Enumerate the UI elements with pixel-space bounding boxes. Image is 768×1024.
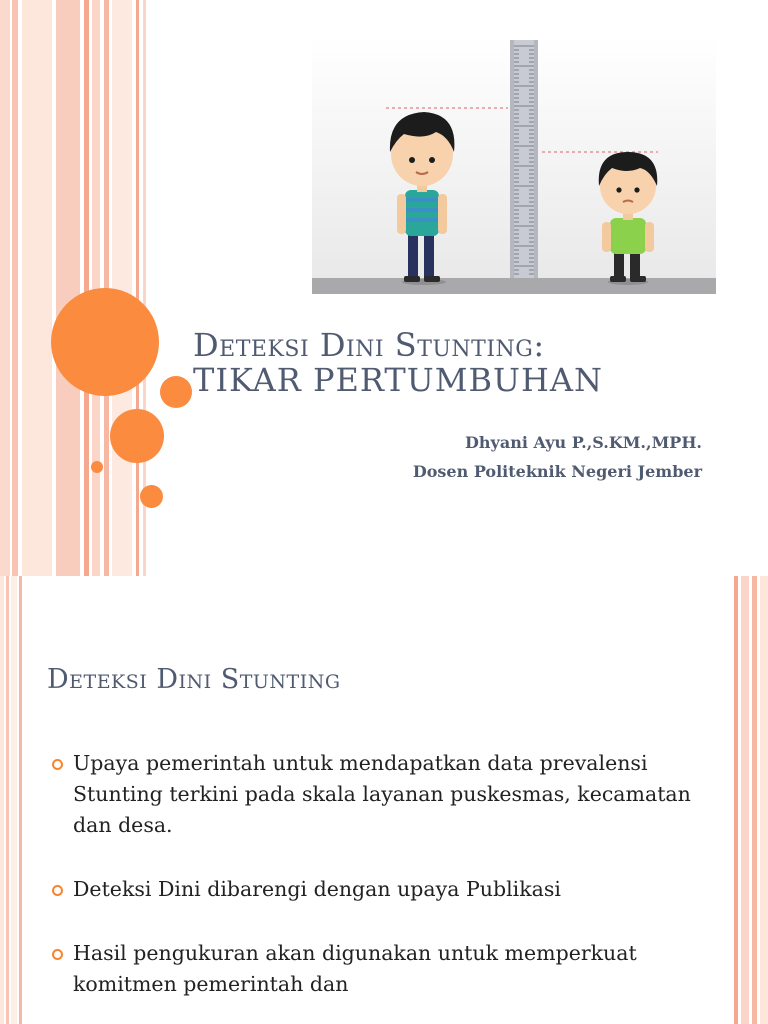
bullet-text: Deteksi Dini dibarengi dengan upaya Publikasi (73, 877, 561, 901)
circle-bullet-icon (52, 885, 63, 896)
content-slide (0, 576, 768, 1024)
presentation-title (193, 328, 603, 398)
list-item (52, 874, 692, 905)
circle-bullet-icon (52, 759, 63, 770)
circle-bullet-icon (52, 949, 63, 960)
children-height-measurement-icon (312, 36, 716, 294)
decor-circle-small-2 (140, 485, 163, 508)
author-affiliation: Dosen Politeknik Negeri Jember (412, 462, 702, 481)
decorative-stripes-left (0, 576, 24, 1024)
title-line-1: Deteksi Dini Stunting: (193, 326, 545, 364)
title-line-2: TIKAR PERTUMBUHAN (193, 361, 603, 400)
list-item (52, 938, 692, 1000)
author-block (413, 428, 702, 486)
decor-circle-small (160, 376, 192, 408)
list-item (52, 748, 692, 841)
bullet-text: Hasil pengukuran akan digunakan untuk memperkuat komitmen pemerintah dan (73, 941, 637, 996)
decor-circle-medium (110, 409, 164, 463)
decorative-stripes-left (0, 0, 150, 576)
bullet-list (52, 748, 692, 1000)
author-name: Dhyani Ayu P.,S.KM.,MPH. (465, 433, 702, 452)
bullet-text: Upaya pemerintah untuk mendapatkan data prevalensi Stunting terkini pada skala layanan puskesmas, kecamatan dan desa. (73, 751, 691, 837)
decor-circle-large (51, 288, 159, 396)
decor-circle-tiny (91, 461, 103, 473)
decorative-stripes-right (734, 576, 768, 1024)
slide-heading: Deteksi Dini Stunting (47, 664, 341, 695)
